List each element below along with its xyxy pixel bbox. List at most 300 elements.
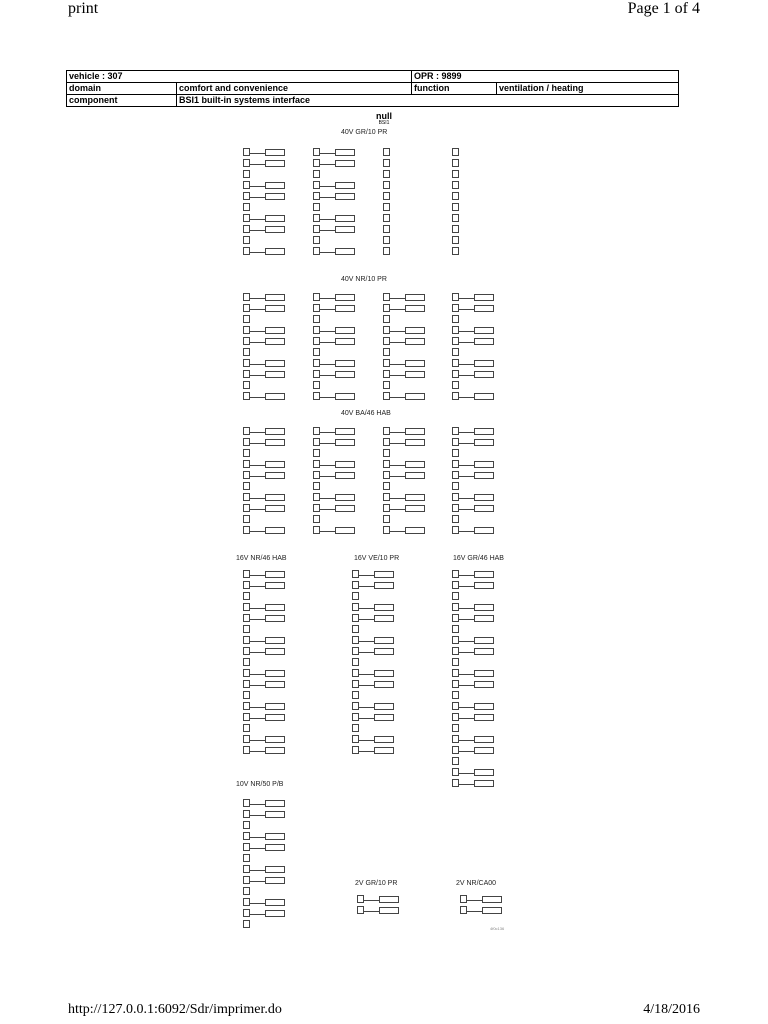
pin-cell — [313, 236, 320, 244]
wire-line — [320, 186, 336, 187]
wire-box — [405, 294, 425, 301]
pin-cell — [243, 898, 250, 906]
wire-line — [320, 331, 336, 332]
pin-cell — [313, 225, 320, 233]
wire-box — [265, 371, 285, 378]
wire-line — [359, 586, 375, 587]
wire-box — [474, 736, 494, 743]
pin-cell — [383, 159, 390, 167]
wire-line — [320, 342, 336, 343]
pin-cell — [313, 348, 320, 356]
wire-box — [405, 327, 425, 334]
connector-title: 40V NR/10 PR — [341, 276, 387, 283]
pin-cell — [383, 381, 390, 389]
pin-cell — [452, 702, 459, 710]
pin-cell — [452, 449, 459, 457]
pin-cell — [452, 658, 459, 666]
wire-line — [459, 751, 475, 752]
pin-cell — [357, 906, 364, 914]
wire-line — [320, 309, 336, 310]
wire-line — [250, 153, 266, 154]
pin-cell — [352, 724, 359, 732]
wire-box — [265, 866, 285, 873]
wire-box — [265, 714, 285, 721]
pin-cell — [313, 471, 320, 479]
wire-line — [250, 219, 266, 220]
component-value: BSI1 built-in systems interface — [177, 95, 679, 107]
wire-box — [335, 439, 355, 446]
pin-cell — [243, 392, 250, 400]
connector-title: 16V GR/46 HAB — [453, 555, 504, 562]
pin-cell — [452, 592, 459, 600]
pin-cell — [243, 713, 250, 721]
pin-cell — [243, 225, 250, 233]
pin-cell — [313, 148, 320, 156]
wire-line — [320, 364, 336, 365]
wire-line — [467, 911, 483, 912]
wire-box — [405, 393, 425, 400]
wire-line — [364, 900, 380, 901]
wire-line — [250, 298, 266, 299]
pin-cell — [352, 603, 359, 611]
pin-cell — [383, 482, 390, 490]
pin-cell — [352, 669, 359, 677]
wire-line — [390, 397, 406, 398]
wire-box — [474, 571, 494, 578]
wire-line — [390, 476, 406, 477]
pin-cell — [452, 482, 459, 490]
pin-cell — [313, 449, 320, 457]
pin-cell — [452, 392, 459, 400]
pin-cell — [452, 724, 459, 732]
wire-box — [335, 248, 355, 255]
wire-line — [250, 837, 266, 838]
function-value: ventilation / heating — [497, 83, 679, 95]
wire-box — [265, 505, 285, 512]
wire-line — [320, 252, 336, 253]
pin-cell — [243, 570, 250, 578]
wire-box — [335, 149, 355, 156]
wire-box — [335, 160, 355, 167]
pin-cell — [452, 359, 459, 367]
wire-line — [359, 685, 375, 686]
wire-box — [265, 571, 285, 578]
pin-cell — [313, 326, 320, 334]
wire-line — [459, 432, 475, 433]
wire-line — [459, 298, 475, 299]
pin-cell — [452, 713, 459, 721]
connector-title: 16V VE/10 PR — [354, 555, 400, 562]
pin-cell — [383, 148, 390, 156]
pin-cell — [243, 799, 250, 807]
wire-box — [474, 360, 494, 367]
wire-line — [250, 870, 266, 871]
wire-box — [265, 327, 285, 334]
pin-cell — [243, 427, 250, 435]
connector-title: 10V NR/50 P/B — [236, 781, 284, 788]
pin-cell — [383, 471, 390, 479]
wire-line — [459, 476, 475, 477]
pin-cell — [452, 214, 459, 222]
page-indicator: Page 1 of 4 — [627, 0, 700, 17]
pin-cell — [452, 768, 459, 776]
wire-box — [474, 461, 494, 468]
wire-box — [405, 505, 425, 512]
wire-box — [265, 248, 285, 255]
wire-box — [405, 305, 425, 312]
pin-cell — [352, 746, 359, 754]
wire-line — [250, 881, 266, 882]
wire-box — [265, 215, 285, 222]
wire-line — [250, 531, 266, 532]
pin-cell — [383, 225, 390, 233]
pin-cell — [452, 293, 459, 301]
pin-cell — [452, 526, 459, 534]
function-key: function — [412, 83, 497, 95]
wire-box — [265, 833, 285, 840]
print-header: print — [68, 0, 99, 17]
wire-line — [250, 331, 266, 332]
pin-cell — [243, 920, 250, 928]
pin-cell — [452, 148, 459, 156]
pin-cell — [452, 247, 459, 255]
wire-line — [250, 197, 266, 198]
connector-title: 40V GR/10 PR — [341, 129, 388, 136]
wire-box — [474, 780, 494, 787]
pin-cell — [383, 315, 390, 323]
pin-cell — [243, 214, 250, 222]
pin-cell — [243, 471, 250, 479]
vehicle-cell: vehicle : 307 — [67, 71, 412, 83]
wire-box — [405, 439, 425, 446]
pin-cell — [452, 381, 459, 389]
wire-line — [250, 230, 266, 231]
wire-box — [474, 305, 494, 312]
pin-cell — [452, 757, 459, 765]
wire-line — [250, 903, 266, 904]
pin-cell — [243, 691, 250, 699]
pin-cell — [243, 876, 250, 884]
wire-line — [390, 432, 406, 433]
pin-cell — [383, 192, 390, 200]
wire-box — [379, 896, 399, 903]
pin-cell — [313, 493, 320, 501]
pin-cell — [452, 337, 459, 345]
wire-box — [335, 505, 355, 512]
wire-line — [320, 219, 336, 220]
wire-line — [459, 740, 475, 741]
pin-cell — [460, 895, 467, 903]
connector-title: 40V BA/46 HAB — [341, 410, 391, 417]
pin-cell — [352, 636, 359, 644]
pin-cell — [383, 348, 390, 356]
pin-cell — [313, 337, 320, 345]
pin-cell — [383, 181, 390, 189]
wire-box — [474, 582, 494, 589]
pin-cell — [383, 370, 390, 378]
pin-cell — [383, 392, 390, 400]
wire-box — [474, 439, 494, 446]
wire-box — [474, 648, 494, 655]
wire-box — [265, 899, 285, 906]
pin-cell — [313, 359, 320, 367]
wire-box — [374, 681, 394, 688]
wire-line — [250, 309, 266, 310]
pin-cell — [243, 438, 250, 446]
wire-box — [482, 896, 502, 903]
pin-cell — [243, 504, 250, 512]
wire-box — [374, 714, 394, 721]
wire-line — [250, 619, 266, 620]
wire-box — [265, 193, 285, 200]
wire-line — [320, 476, 336, 477]
wire-line — [250, 465, 266, 466]
pin-cell — [357, 895, 364, 903]
wire-line — [459, 652, 475, 653]
wire-line — [390, 465, 406, 466]
wire-line — [250, 641, 266, 642]
wire-line — [250, 186, 266, 187]
pin-cell — [452, 181, 459, 189]
pin-cell — [243, 746, 250, 754]
pin-cell — [383, 247, 390, 255]
pin-cell — [383, 236, 390, 244]
wire-box — [474, 494, 494, 501]
pin-cell — [243, 181, 250, 189]
pin-cell — [383, 203, 390, 211]
wire-line — [459, 707, 475, 708]
pin-cell — [383, 460, 390, 468]
wire-box — [474, 681, 494, 688]
wire-box — [335, 327, 355, 334]
pin-cell — [452, 779, 459, 787]
pin-cell — [243, 854, 250, 862]
pin-cell — [452, 570, 459, 578]
wire-box — [474, 505, 494, 512]
wire-line — [359, 740, 375, 741]
diagram-stamp: 4f0c136 — [490, 926, 505, 931]
pin-cell — [352, 592, 359, 600]
pin-cell — [243, 526, 250, 534]
pin-cell — [313, 526, 320, 534]
diagram-title: null — [376, 111, 392, 121]
wire-box — [335, 215, 355, 222]
wire-line — [250, 375, 266, 376]
pin-cell — [452, 636, 459, 644]
pin-cell — [383, 515, 390, 523]
wire-line — [250, 804, 266, 805]
pin-cell — [243, 460, 250, 468]
wire-line — [359, 619, 375, 620]
pin-cell — [352, 691, 359, 699]
pin-cell — [243, 159, 250, 167]
pin-cell — [243, 337, 250, 345]
pin-cell — [352, 625, 359, 633]
wire-line — [359, 608, 375, 609]
pin-cell — [243, 810, 250, 818]
wire-line — [459, 619, 475, 620]
pin-cell — [243, 493, 250, 501]
pin-cell — [452, 493, 459, 501]
pin-cell — [383, 337, 390, 345]
wire-box — [379, 907, 399, 914]
pin-cell — [452, 614, 459, 622]
pin-cell — [243, 821, 250, 829]
pin-cell — [313, 381, 320, 389]
pin-cell — [243, 449, 250, 457]
pin-cell — [313, 214, 320, 222]
page-url: http://127.0.0.1:6092/Sdr/imprimer.do — [68, 1002, 282, 1017]
wire-line — [390, 498, 406, 499]
pin-cell — [313, 315, 320, 323]
wire-box — [335, 226, 355, 233]
pin-cell — [243, 669, 250, 677]
pin-cell — [383, 326, 390, 334]
pin-cell — [243, 625, 250, 633]
wire-line — [390, 509, 406, 510]
pin-cell — [313, 247, 320, 255]
domain-value: comfort and convenience — [177, 83, 412, 95]
wire-box — [474, 393, 494, 400]
wire-line — [459, 685, 475, 686]
wire-line — [390, 309, 406, 310]
pin-cell — [452, 159, 459, 167]
wire-box — [265, 160, 285, 167]
wire-box — [374, 604, 394, 611]
wire-line — [320, 230, 336, 231]
pin-cell — [243, 581, 250, 589]
pin-cell — [313, 427, 320, 435]
pin-cell — [243, 658, 250, 666]
wire-box — [335, 360, 355, 367]
wire-line — [250, 498, 266, 499]
pin-cell — [243, 515, 250, 523]
pin-cell — [313, 438, 320, 446]
wire-box — [265, 811, 285, 818]
pin-cell — [452, 515, 459, 523]
wire-box — [265, 428, 285, 435]
pin-cell — [383, 526, 390, 534]
pin-cell — [243, 370, 250, 378]
pin-cell — [452, 315, 459, 323]
wire-line — [320, 443, 336, 444]
wire-box — [265, 703, 285, 710]
opr-cell: OPR : 9899 — [412, 71, 679, 83]
pin-cell — [452, 735, 459, 743]
wire-line — [459, 443, 475, 444]
wire-line — [250, 342, 266, 343]
wire-box — [265, 670, 285, 677]
wire-box — [405, 494, 425, 501]
wire-line — [250, 608, 266, 609]
pin-cell — [352, 647, 359, 655]
wire-line — [320, 197, 336, 198]
wire-box — [474, 338, 494, 345]
pin-cell — [452, 427, 459, 435]
connector-title: 16V NR/46 HAB — [236, 555, 287, 562]
wire-box — [474, 604, 494, 611]
wire-line — [250, 476, 266, 477]
pin-cell — [383, 304, 390, 312]
wire-line — [359, 641, 375, 642]
wire-line — [390, 298, 406, 299]
wire-box — [374, 582, 394, 589]
wire-box — [265, 360, 285, 367]
wire-line — [390, 331, 406, 332]
wire-box — [474, 714, 494, 721]
pin-cell — [452, 746, 459, 754]
pin-cell — [243, 170, 250, 178]
wire-box — [335, 461, 355, 468]
wire-line — [359, 751, 375, 752]
wire-box — [265, 844, 285, 851]
pin-cell — [243, 843, 250, 851]
pin-cell — [383, 293, 390, 301]
wire-box — [335, 428, 355, 435]
wire-line — [459, 586, 475, 587]
wire-line — [390, 342, 406, 343]
wire-line — [390, 364, 406, 365]
pin-cell — [452, 438, 459, 446]
pin-cell — [243, 865, 250, 873]
wire-line — [320, 498, 336, 499]
pin-cell — [452, 236, 459, 244]
pin-cell — [243, 348, 250, 356]
wire-line — [359, 575, 375, 576]
pin-cell — [452, 225, 459, 233]
pin-cell — [352, 713, 359, 721]
wire-box — [265, 582, 285, 589]
wire-line — [320, 465, 336, 466]
pin-cell — [452, 504, 459, 512]
pin-cell — [243, 647, 250, 655]
wire-box — [265, 910, 285, 917]
wire-box — [405, 461, 425, 468]
wire-box — [265, 747, 285, 754]
pin-cell — [313, 304, 320, 312]
pin-cell — [452, 370, 459, 378]
pin-cell — [452, 603, 459, 611]
pin-cell — [452, 192, 459, 200]
domain-key: domain — [67, 83, 177, 95]
wire-box — [265, 615, 285, 622]
wire-box — [405, 371, 425, 378]
wire-line — [250, 848, 266, 849]
wire-line — [250, 707, 266, 708]
wire-box — [265, 149, 285, 156]
wire-line — [250, 509, 266, 510]
wire-line — [459, 498, 475, 499]
pin-cell — [313, 370, 320, 378]
pin-cell — [313, 504, 320, 512]
component-key: component — [67, 95, 177, 107]
pin-cell — [313, 203, 320, 211]
pin-cell — [243, 735, 250, 743]
wire-box — [405, 338, 425, 345]
pin-cell — [313, 392, 320, 400]
wire-box — [265, 800, 285, 807]
pin-cell — [243, 680, 250, 688]
wire-box — [474, 769, 494, 776]
wire-line — [320, 531, 336, 532]
pin-cell — [243, 236, 250, 244]
pin-cell — [243, 203, 250, 211]
wire-line — [359, 652, 375, 653]
pin-cell — [383, 359, 390, 367]
wire-line — [320, 298, 336, 299]
wire-box — [265, 472, 285, 479]
wire-box — [474, 472, 494, 479]
